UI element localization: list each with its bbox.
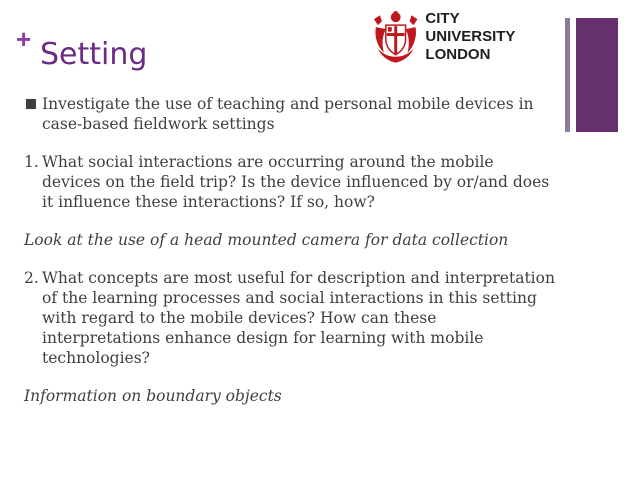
- bullet-item: [24, 94, 556, 134]
- note-text-2: Information on boundary objects: [24, 387, 282, 405]
- crest-icon: [372, 9, 419, 65]
- plus-icon: +: [16, 24, 32, 54]
- item-text: What social interactions are occurring around the mobile devices on the field trip? Is the device influenced by or/and does it influence these interactions? If so, how?: [42, 153, 550, 211]
- square-bullet-icon: [26, 99, 36, 109]
- slide-title: Setting: [40, 37, 148, 72]
- bullet-text: Investigate the use of teaching and personal mobile devices in case-based fieldwork settings: [42, 95, 534, 133]
- logo-line-2: LONDON: [425, 46, 491, 63]
- decorative-bar-thick: [576, 18, 618, 132]
- item-number: 2.: [24, 269, 39, 287]
- logo-text: [425, 10, 552, 64]
- university-logo: [372, 8, 552, 66]
- item-text: What concepts are most useful for description and interpretation of the learning processes and social interactions in this setting with regard to the mobile devices? How can these interpretations enhance design for learning with mobile technologies?: [42, 269, 555, 367]
- note-text-1: Look at the use of a head mounted camera for data collection: [24, 231, 509, 249]
- numbered-item-1: [24, 152, 556, 212]
- decorative-bar-thin: [565, 18, 570, 132]
- numbered-item-2: [24, 268, 556, 368]
- logo-line-1: CITY UNIVERSITY: [425, 10, 516, 45]
- slide-body: [24, 94, 556, 424]
- item-number: 1.: [24, 153, 39, 171]
